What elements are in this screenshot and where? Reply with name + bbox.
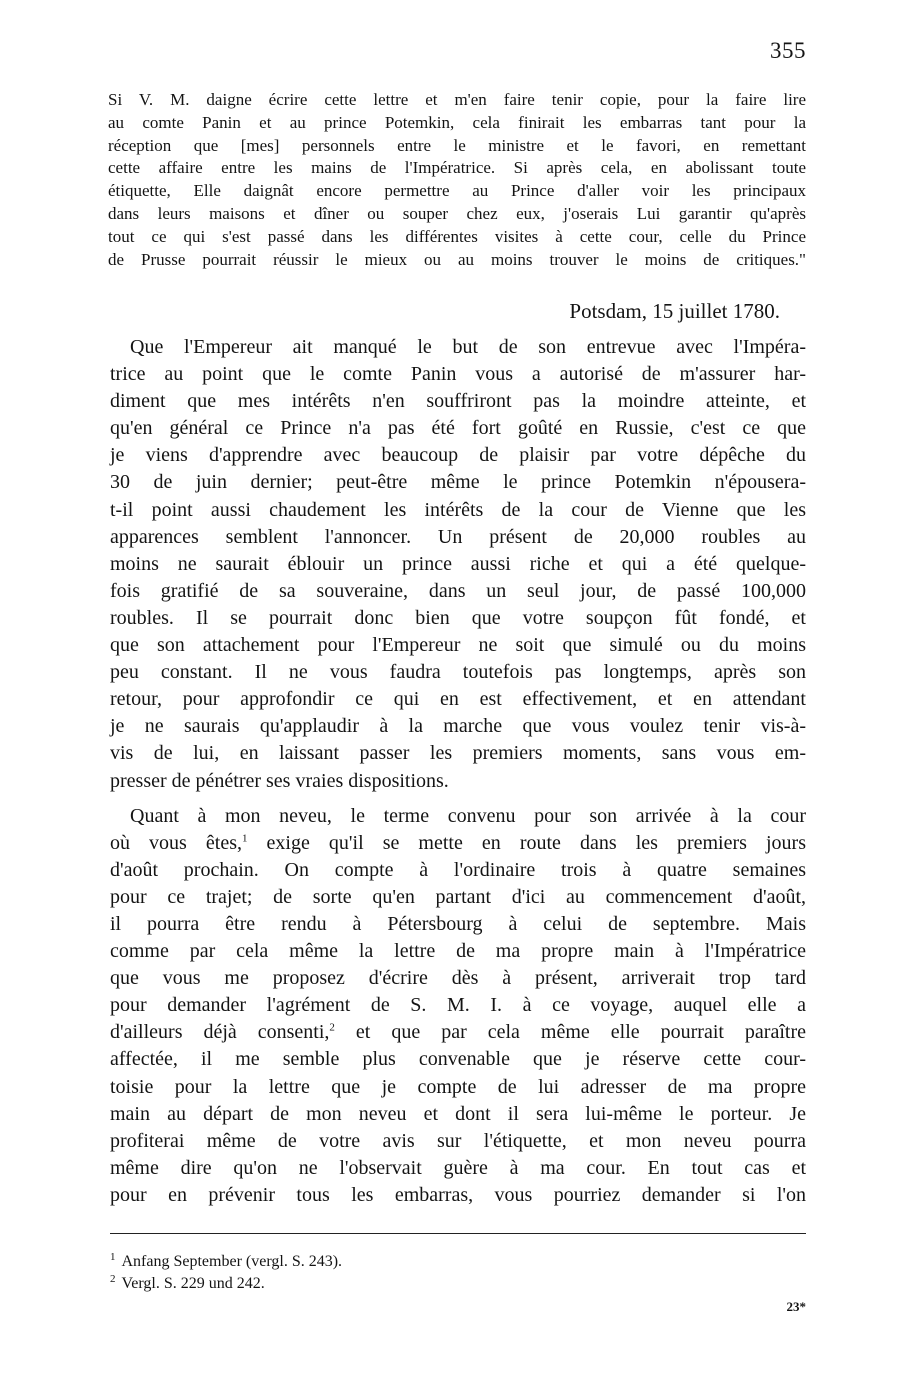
text-line: vis de lui, en laissant passer les premiers moments, sans vous em-: [110, 742, 806, 765]
quote-line: Si V. M. daigne écrire cette lettre et m'en faire tenir copie, pour la faire lire: [108, 90, 806, 109]
text-line: même dire qu'on ne l'observait guère à ma cour. En tout cas et: [110, 1156, 806, 1179]
quote-line: cette affaire entre les mains de l'Impératrice. Si après cela, en abolissant toute: [108, 158, 806, 178]
text-line: roubles. Il se pourrait donc bien que votre soupçon fût fondé, et: [110, 606, 806, 629]
paragraph-2: [110, 803, 806, 1209]
signature-mark: 23*: [786, 1299, 806, 1314]
footnote-2: [110, 1273, 710, 1295]
text-line: comme par cela même la lettre de ma propre main à l'Impératrice: [110, 940, 806, 963]
quoted-letter-block: [108, 89, 806, 271]
text-line: que son attachement pour l'Empereur ne soit que simulé ou du moins: [110, 634, 806, 657]
quote-line: étiquette, Elle daignât encore permettre au Prince d'aller voir les principaux: [108, 181, 806, 201]
text-line: moins ne saurait éblouir un prince aussi riche et qui a été quelque-: [110, 552, 806, 575]
text-line: main au départ de mon neveu et dont il sera lui-même le porteur. Je: [110, 1102, 806, 1125]
quote-line: dans leurs maisons et dîner ou souper chez eux, j'oserais Lui garantir qu'après: [108, 203, 806, 223]
footnote-marker: 1: [110, 1250, 116, 1263]
text-segment: où vous êtes,: [110, 831, 242, 854]
quote-line: tout ce qui s'est passé dans les différentes visites à cette cour, celle du Prince: [108, 226, 806, 246]
text-line: pour en prévenir tous les embarras, vous pourriez demander si l'on: [110, 1183, 806, 1206]
footnotes: [110, 1251, 710, 1295]
quote-line: réception que [mes] personnels entre le ministre et le favori, en remettant: [108, 135, 806, 155]
paragraph-gap: [110, 795, 806, 803]
text-line: que vous me proposez d'écrire dès à présent, arriverait trop tard: [110, 967, 806, 990]
text-line: fois gratifié de sa souveraine, dans un seul jour, de passé 100,000: [110, 579, 806, 602]
text-line: Que l'Empereur ait manqué le but de son entrevue avec l'Impéra-: [130, 336, 806, 358]
footnote-reference-1: 1: [242, 832, 248, 845]
text-line: [110, 1019, 806, 1046]
dateline: Potsdam, 15 juillet 1780.: [569, 299, 780, 323]
main-text: [110, 334, 806, 1209]
paragraph-1: [110, 334, 806, 795]
text-line: [110, 830, 806, 857]
text-line: diment que mes intérêts n'en souffriront pas la moindre atteinte, et: [110, 390, 806, 413]
text-line: je viens d'apprendre avec beaucoup de plaisir par votre dépêche du: [110, 444, 806, 467]
quote-line: de Prusse pourrait réussir le mieux ou au moins trouver le moins de critiques.": [108, 249, 806, 269]
text-segment: d'ailleurs déjà consenti,: [110, 1021, 330, 1044]
footnote-reference-2: 2: [329, 1021, 335, 1034]
text-line: il pourra être rendu à Pétersbourg à celui de septembre. Mais: [110, 912, 806, 935]
text-line: retour, pour approfondir ce qui en est effectivement, et en attendant: [110, 688, 806, 711]
text-line: Quant à mon neveu, le terme convenu pour son arrivée à la cour: [130, 804, 806, 827]
text-line: pour ce trajet; de sorte qu'en partant d'ici au commencement d'août,: [110, 885, 806, 908]
text-line: t-il point aussi chaudement les intérêts de la cour de Vienne que les: [110, 498, 806, 521]
text-line: apparences semblent l'annoncer. Un présent de 20,000 roubles au: [110, 525, 806, 548]
text-line: pour demander l'agrément de S. M. I. à ce voyage, auquel elle a: [110, 994, 806, 1017]
text-line: 30 de juin dernier; peut-être même le prince Potemkin n'épousera-: [110, 471, 806, 494]
text-line: profiterai même de votre avis sur l'étiquette, et mon neveu pourra: [110, 1129, 806, 1152]
text-line: qu'en général ce Prince n'a pas été fort goûté en Russie, c'est ce que: [110, 417, 806, 440]
page-number: 355: [770, 38, 806, 63]
footnote-text: Anfang September (vergl. S. 243).: [121, 1253, 343, 1270]
text-line: peu constant. Il ne vous faudra toutefois pas longtemps, après son: [110, 661, 806, 684]
text-line: affectée, il me semble plus convenable que je réserve cette cour-: [110, 1048, 806, 1071]
text-segment: et que par cela même elle pourrait paraître: [334, 1021, 806, 1044]
footnote-marker: 2: [110, 1272, 116, 1285]
text-segment: exige qu'il se mette en route dans les premiers jours: [247, 831, 806, 854]
text-line: presser de pénétrer ses vraies dispositions.: [110, 769, 449, 792]
footnote-1: [110, 1251, 710, 1273]
footnote-divider: [110, 1233, 806, 1234]
footnote-text: Vergl. S. 229 und 242.: [121, 1275, 265, 1292]
text-line: toisie pour la lettre que je compte de lui adresser de ma propre: [110, 1075, 806, 1098]
text-line: trice au point que le comte Panin vous a autorisé de m'assurer har-: [110, 363, 806, 386]
text-line: d'août prochain. On compte à l'ordinaire trois à quatre semaines: [110, 858, 806, 881]
text-line: je ne saurais qu'applaudir à la marche que vous voulez tenir vis-à-: [110, 715, 806, 738]
quote-line: au comte Panin et au prince Potemkin, cela finirait les embarras tant pour la: [108, 112, 806, 132]
